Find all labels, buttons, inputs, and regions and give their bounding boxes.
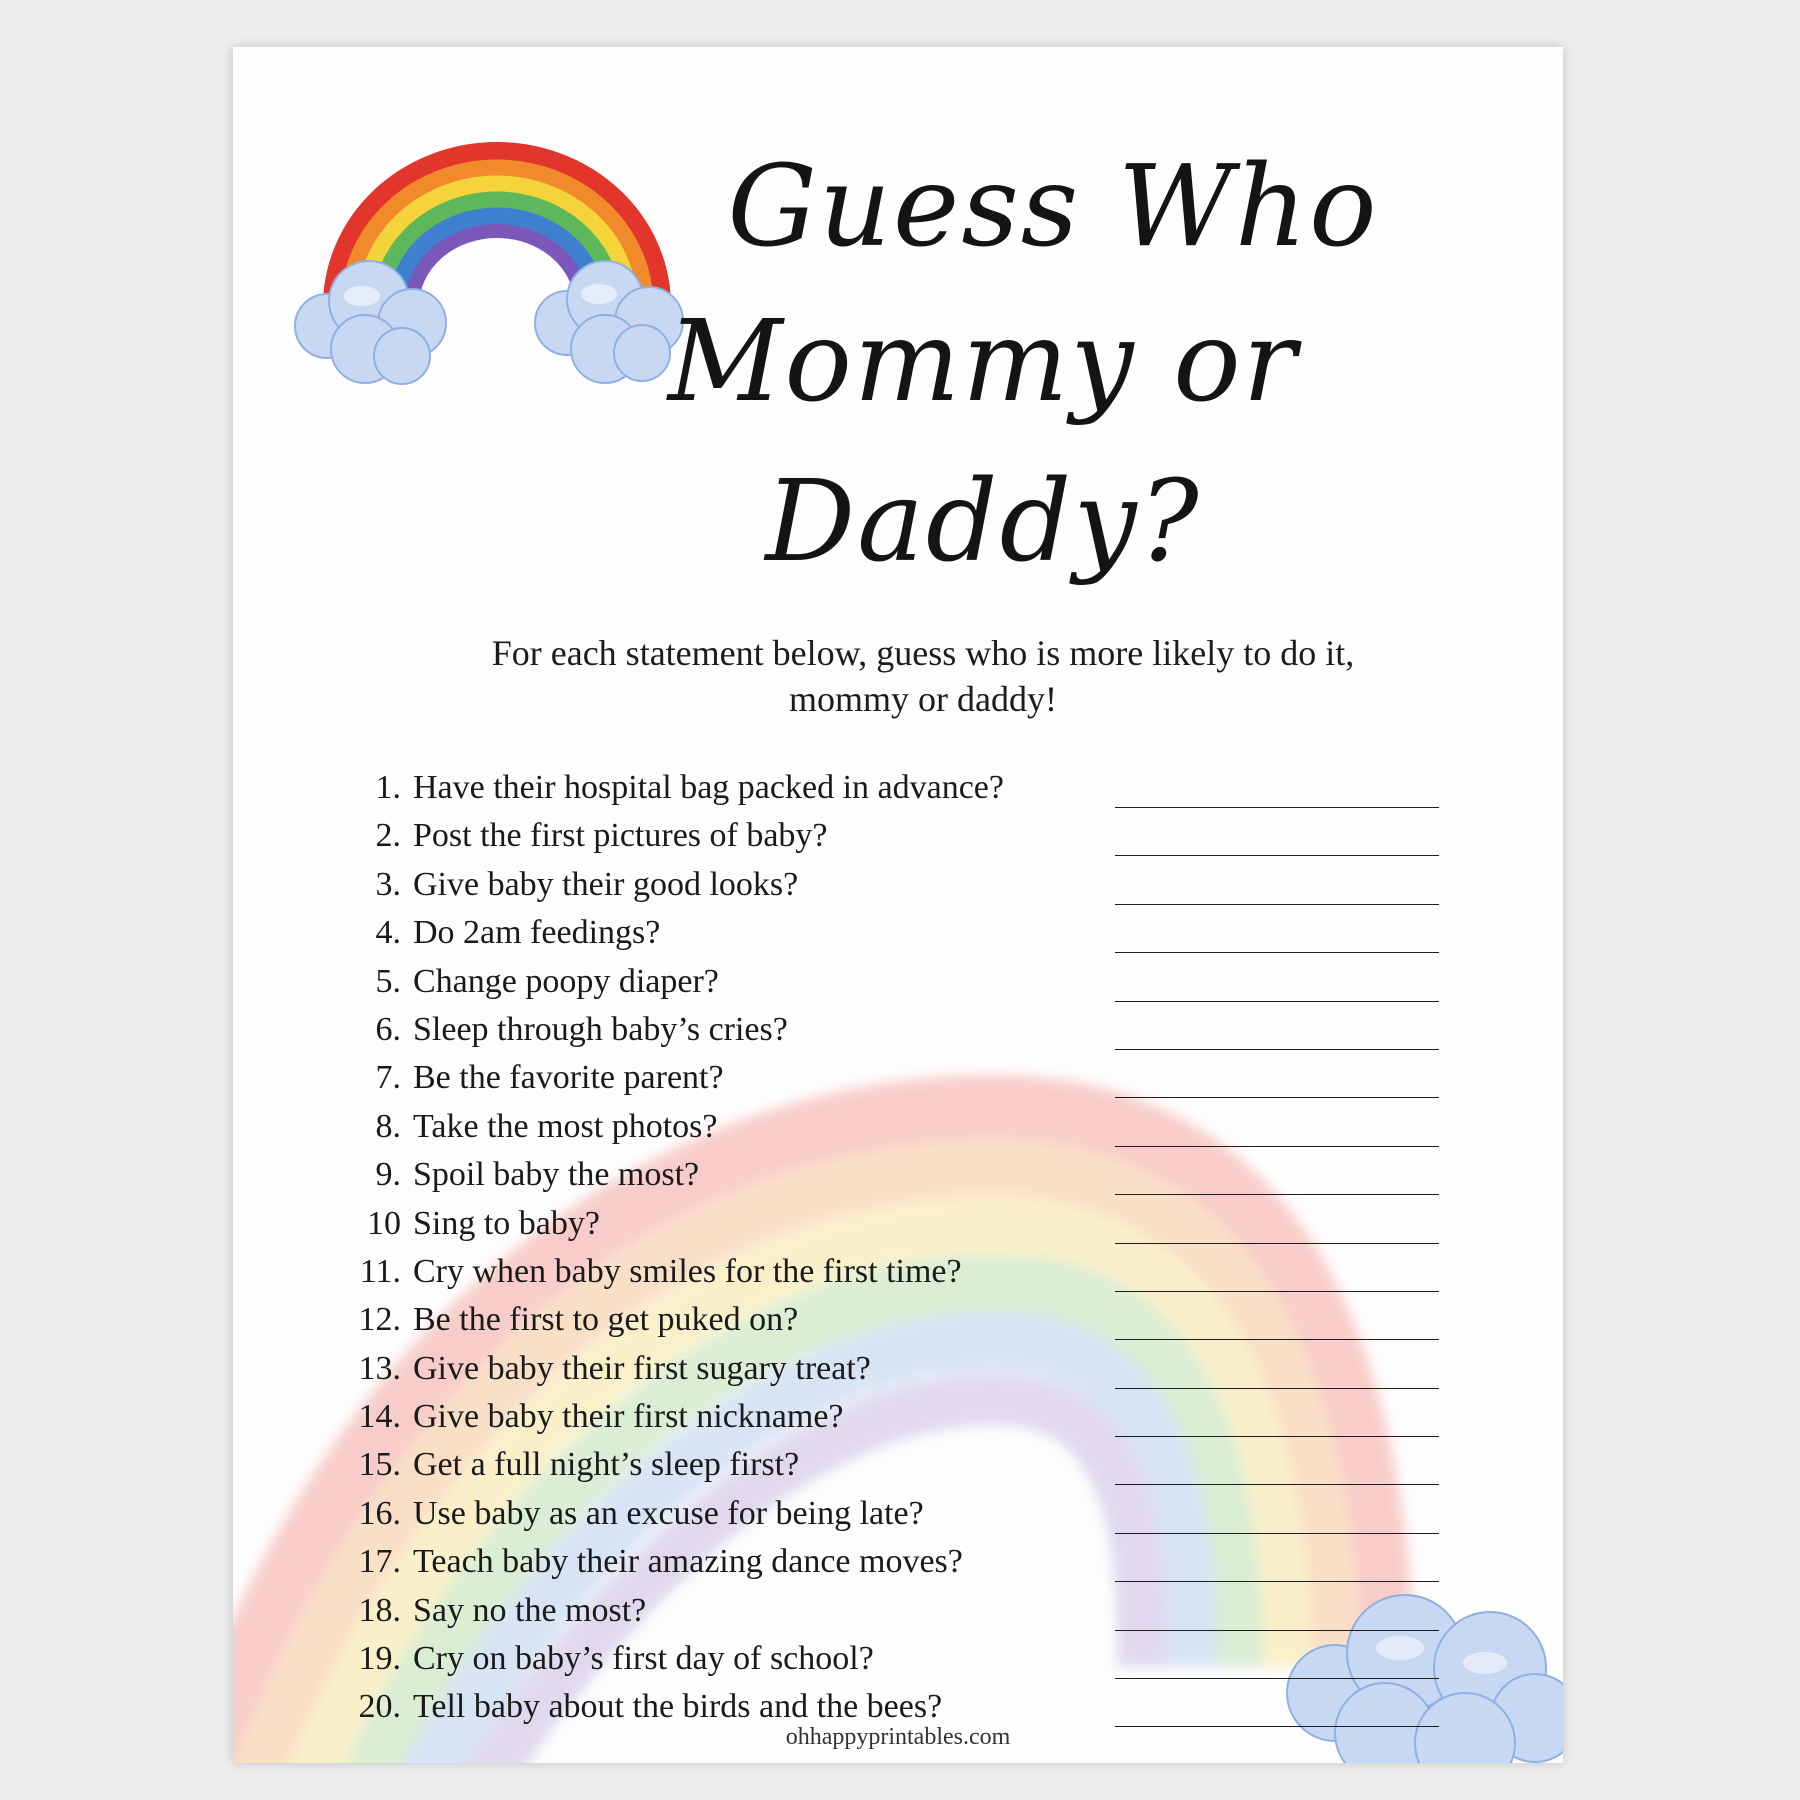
question-number: 6. xyxy=(375,1010,401,1048)
printable-sheet xyxy=(233,47,1563,1763)
question-row xyxy=(333,769,1513,817)
answer-line[interactable] xyxy=(1115,1194,1439,1195)
question-text: Be the first to get puked on? xyxy=(413,1301,799,1339)
answer-line[interactable] xyxy=(1115,904,1439,905)
question-number: 16. xyxy=(358,1494,401,1532)
instructions xyxy=(383,630,1463,722)
question-number: 7. xyxy=(375,1059,401,1097)
title-line-2: Mommy or Daddy? xyxy=(667,297,1299,587)
question-number: 1. xyxy=(375,769,401,806)
answer-line[interactable] xyxy=(1115,1533,1439,1534)
question-number: 3. xyxy=(375,865,401,903)
answer-line[interactable] xyxy=(1115,1049,1439,1050)
question-text: Give baby their first nickname? xyxy=(413,1398,844,1436)
question-text: Give baby their good looks? xyxy=(413,865,799,903)
answer-line[interactable] xyxy=(1115,1097,1439,1098)
question-text: Teach baby their amazing dance moves? xyxy=(413,1543,963,1581)
website-credit: ohhappyprintables.com xyxy=(785,1724,1011,1750)
question-number: 18. xyxy=(358,1591,401,1629)
question-number: 11. xyxy=(359,1252,401,1290)
question-row xyxy=(333,1398,1513,1446)
question-number: 9. xyxy=(375,1156,401,1194)
question-text: Spoil baby the most? xyxy=(413,1156,700,1194)
question-text: Get a full night’s sleep first? xyxy=(413,1446,800,1484)
question-text: Post the first pictures of baby? xyxy=(413,817,828,855)
answer-line[interactable] xyxy=(1115,1388,1439,1389)
answer-line[interactable] xyxy=(1115,1581,1439,1582)
instructions-line-1: For each statement below, guess who is more likely to do it, xyxy=(491,633,1355,673)
question-number: 13. xyxy=(358,1349,401,1387)
question-list xyxy=(333,769,1513,1737)
question-text: Tell baby about the birds and the bees? xyxy=(413,1688,943,1726)
question-row xyxy=(333,1108,1513,1156)
question-number: 2. xyxy=(375,817,401,855)
answer-line[interactable] xyxy=(1115,1339,1439,1340)
question-number: 19. xyxy=(358,1640,401,1678)
question-row xyxy=(333,914,1513,962)
question-number: 5. xyxy=(375,962,401,1000)
question-row xyxy=(333,1059,1513,1107)
question-number: 17. xyxy=(358,1543,401,1581)
question-row xyxy=(333,1301,1513,1349)
question-text: Give baby their first sugary treat? xyxy=(413,1349,871,1387)
question-text: Cry when baby smiles for the first time? xyxy=(413,1252,962,1290)
question-row xyxy=(333,1011,1513,1059)
question-row xyxy=(333,1350,1513,1398)
question-row xyxy=(333,963,1513,1011)
question-row xyxy=(333,1446,1513,1494)
question-row xyxy=(333,1640,1513,1688)
answer-line[interactable] xyxy=(1115,1436,1439,1437)
question-text: Sleep through baby’s cries? xyxy=(413,1010,788,1048)
question-text: Cry on baby’s first day of school? xyxy=(413,1640,874,1678)
answer-line[interactable] xyxy=(1115,1243,1439,1244)
page-title xyxy=(333,132,1513,602)
answer-line[interactable] xyxy=(1115,807,1439,808)
answer-line[interactable] xyxy=(1115,1291,1439,1292)
question-text: Say no the most? xyxy=(413,1591,647,1629)
question-row xyxy=(333,1543,1513,1591)
question-text: Change poopy diaper? xyxy=(413,962,719,1000)
answer-line[interactable] xyxy=(1115,1484,1439,1485)
question-number: 14. xyxy=(358,1398,401,1436)
question-row xyxy=(333,1592,1513,1640)
question-number: 10 xyxy=(367,1204,401,1242)
answer-line[interactable] xyxy=(1115,1001,1439,1002)
question-text: Use baby as an excuse for being late? xyxy=(413,1494,924,1532)
question-number: 8. xyxy=(375,1107,401,1145)
question-number: 12. xyxy=(358,1301,401,1339)
question-number: 4. xyxy=(375,914,401,952)
instructions-line-2: mommy or daddy! xyxy=(789,679,1057,719)
question-row xyxy=(333,866,1513,914)
question-row xyxy=(333,817,1513,865)
answer-line[interactable] xyxy=(1115,1146,1439,1147)
question-text: Be the favorite parent? xyxy=(413,1059,724,1097)
question-text: Have their hospital bag packed in advance? xyxy=(413,769,1004,806)
title-line-1: Guess Who xyxy=(727,142,1379,272)
question-row xyxy=(333,1205,1513,1253)
answer-line[interactable] xyxy=(1115,1630,1439,1631)
answer-line[interactable] xyxy=(1115,952,1439,953)
question-text: Take the most photos? xyxy=(413,1107,718,1145)
question-text: Do 2am feedings? xyxy=(413,914,661,952)
question-row xyxy=(333,1253,1513,1301)
question-number: 15. xyxy=(358,1446,401,1484)
answer-line[interactable] xyxy=(1115,855,1439,856)
question-row xyxy=(333,1156,1513,1204)
question-text: Sing to baby? xyxy=(413,1204,600,1242)
answer-line[interactable] xyxy=(1115,1678,1439,1679)
question-number: 20. xyxy=(358,1688,401,1726)
answer-line[interactable] xyxy=(1115,1726,1439,1727)
question-row xyxy=(333,1495,1513,1543)
